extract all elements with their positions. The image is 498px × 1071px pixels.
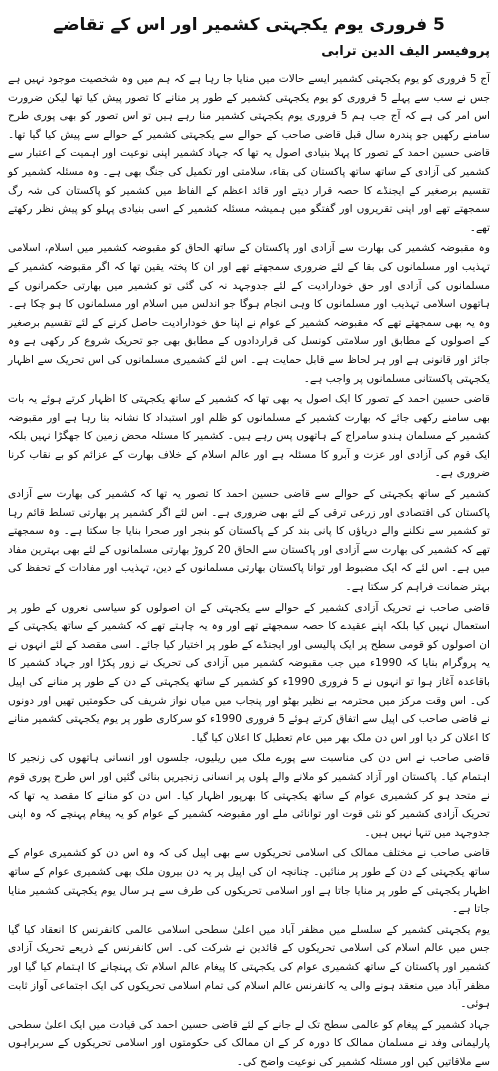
paragraph: کشمیر کے ساتھ یکجہتی کے حوالے سے قاضی حسین احمد کا تصور یہ تھا کہ کشمیر کی بھارت سے آزادی پاکستان کی اقتصادی اور زرعی ترقی کے لئے بھی ضروری ہے۔ اس لئے اگر کشمیر پر بھارتی تسلط قائم رہا تو کشمیر سے نکلنے والے دریاؤں کا پانی بند کر کے پاکستان کو بنجر اور صحرا بنایا جا سکتا ہے۔ وہ سمجھتے تھے کہ کشمیر کی بھارت سے آزادی اور پاکستان سے الحاق 20 کروڑ بھارتی مسلمانوں کے لئے بھی بہترین مفاد میں ہے۔ اس لئے کہ ایک مضبوط اور توانا پاکستان بھارتی مسلمانوں کے دین، تہذیب اور مفادات کے تحفظ کی بہتر ضمانت فراہم کر سکتا ہے۔	[8, 488, 491, 594]
paragraph: قاضی حسین احمد کے تصور کا ایک اصول یہ بھی تھا کہ کشمیر کے ساتھ یکجہتی کا اظہار کرتے ہوئے یہ بات بھی سامنے رکھی جائے کہ بھارت کشمیر کے مسلمانوں کو ظلم اور استبداد کا نشانہ بنا رہا ہے اور مقبوضہ کشمیر کے مسلمان ہندو سامراج کے ہاتھوں پس رہے ہیں۔ کشمیر کا مسئلہ محض زمین کا جھگڑا نہیں بلکہ ایک قوم کی آزادی اور عزت و آبرو کا مسئلہ ہے اور عالم اسلام کے خلاف بھارت کے عزائم کو بے نقاب کرنا ضروری ہے۔	[8, 393, 490, 480]
article-title: 5 فروری یوم یکجہتی کشمیر اور اس کے تقاضے	[53, 15, 445, 35]
paragraph: یوم یکجہتی کشمیر کے سلسلے میں مظفر آباد میں اعلیٰ سطحی اسلامی عالمی کانفرنس کا انعقاد کیا گیا جس میں عالم اسلام کی اسلامی تحریکوں کے قائدین نے شرکت کی۔ اس کانفرنس کے ذریعے تحریک آزادی کشمیر اور پاکستان کے ساتھ کشمیری عوام کی یکجہتی کا پیغام عالم اسلام تک پہنچانے کا اہتمام کیا گیا اور مظفر آباد میں منعقد ہونے والی یہ کانفرنس عالم اسلام کی تمام اسلامی تحریکوں کی ایک اجتماعی آواز ثابت ہوئی۔	[8, 923, 490, 1011]
paragraph: قاضی صاحب نے تحریک آزادی کشمیر کے حوالے سے یکجہتی کے ان اصولوں کو سیاسی نعروں کے طور پر استعمال نہیں کیا بلکہ اپنے عقیدے کا حصہ سمجھتے تھے اور وہ یہ چاہتے تھے کہ کشمیر کے ساتھ یکجہتی کے ان اصولوں کو قومی سطح پر ایک پالیسی اور ایجنڈے کے طور پر اختیار کیا جائے۔ اسی مقصد کے لئے انہوں نے یہ پروگرام بنایا کہ 1990ء میں جب مقبوضہ کشمیر میں آزادی کی تحریک نے زور پکڑا اور جہاد کشمیر کا باقاعدہ آغاز ہوا تو انہوں نے 5 فروری 1990ء کو کشمیر کے ساتھ یکجہتی کے دن کے طور پر منانے کی اپیل کی۔ اس وقت مرکز میں محترمہ بے نظیر بھٹو اور پنجاب میں میاں نواز شریف کی حکومتیں تھیں اور دونوں نے قاضی صاحب کی اپیل سے اتفاق کرتے ہوئے 5 فروری 1990ء کو سرکاری طور پر یوم یکجہتی کشمیر منانے کا اعلان کر دیا اور اس دن ملک بھر میں عام تعطیل کا اعلان کیا گیا۔	[8, 601, 491, 744]
paragraph: قاضی صاحب نے مختلف ممالک کی اسلامی تحریکوں سے بھی اپیل کی کہ وہ اس دن کو کشمیری عوام کے ساتھ یکجہتی کے دن کے طور پر منائیں۔ چنانچہ ان کی اپیل پر یہ دن بیرون ملک بھی کشمیری عوام کے ساتھ اظہار یکجہتی کے طور پر منایا جاتا ہے اور اسلامی تحریکوں کی طرف سے ہر سال یوم یکجہتی کشمیر منایا جاتا ہے۔	[8, 847, 490, 916]
paragraph: قاضی صاحب نے اس دن کی مناسبت سے پورے ملک میں ریلیوں، جلسوں اور انسانی ہاتھوں کی زنجیر کا اہتمام کیا۔ پاکستان اور آزاد کشمیر کو ملانے والے پلوں پر انسانی زنجیریں بنائی گئیں اور اس طرح پوری قوم نے متحد ہو کر کشمیری عوام کے ساتھ یکجہتی کا بھرپور اظہار کیا۔ اس دن کو منانے کا مقصد یہ تھا کہ تحریک آزادی کشمیر کو نئی قوت اور توانائی ملے اور مقبوضہ کشمیر کے عوام کو یہ پیغام پہنچے کہ وہ اپنی جدوجہد میں تنہا نہیں ہیں۔	[8, 752, 490, 839]
paragraph: آج 5 فروری کو یوم یکجہتی کشمیر ایسے حالات میں منایا جا رہا ہے کہ ہم میں وہ شخصیت موجود نہیں ہے جس نے سب سے پہلے 5 فروری کو یوم یکجہتی کشمیر کے طور پر منانے کا تصور پیش کیا تھا لیکن ضرورت اس امر کی ہے کہ آج جب ہم 5 فروری یوم یکجہتی کشمیر منا رہے ہیں تو اس تصور کو بھی پوری طرح سامنے رکھیں جو پندرہ سال قبل قاضی صاحب کے حوالے سے یکجہتی کشمیر کے حوالے سے پیش کیا گیا تھا۔ قاضی حسین احمد کے تصور کا پہلا بنیادی اصول یہ تھا کہ جہاد کشمیر اپنی نوعیت اور اہمیت کے اعتبار سے کشمیر کی آزادی کے ساتھ ساتھ پاکستان کی بقاء، سلامتی اور تکمیل کی جنگ بھی ہے۔ وہ مسئلہ کشمیر کو تقسیم برصغیر کے ایجنڈے کا حصہ قرار دیتے اور قائد اعظم کے الفاظ میں کشمیر کو پاکستان کی شہ رگ سمجھتے تھے اور اپنی تقریروں اور گفتگو میں ہمیشہ مسئلہ کشمیر کے اسی بنیادی پہلو کو پیش نظر رکھتے تھے۔	[8, 73, 491, 234]
article-author: پروفیسر الیف الدین ترابی	[321, 44, 490, 59]
article-body	[8, 70, 490, 1071]
paragraph: وہ مقبوضہ کشمیر کی بھارت سے آزادی اور پاکستان کے ساتھ الحاق کو مقبوضہ کشمیر میں اسلام، اسلامی تہذیب اور مسلمانوں کی بقا کے لئے ضروری سمجھتے تھے اور ان کا پختہ یقین تھا کہ اگر مقبوضہ کشمیر کے مسلمانوں کی آزادی اور حق خودارادیت کے لئے جدوجہد نہ کی گئی تو کشمیر میں بھارتی حکمرانوں کے ہاتھوں اسلامی تہذیب اور مسلمانوں کا وہی انجام ہوگا جو اندلس میں اسلام اور مسلمانوں کا ہو چکا ہے۔ وہ یہ بھی سمجھتے تھے کہ مقبوضہ کشمیر کے عوام نے اپنا حق خودارادیت حاصل کرنے کے لئے تقسیم برصغیر کے اصولوں کے مطابق اور سلامتی کونسل کی قراردادوں کے مطابق بھی جو تحریک شروع کر رکھی ہے وہ جائز اور قانونی ہے اور ہر لحاظ سے قابل حمایت ہے۔ اس لئے کشمیری مسلمانوں کی اس تحریک سے اظہار یکجہتی پاکستانی مسلمانوں پر واجب ہے۔	[8, 242, 490, 385]
paragraph: جہاد کشمیر کے پیغام کو عالمی سطح تک لے جانے کے لئے قاضی حسین احمد کی قیادت میں ایک اعلیٰ سطحی پارلیمانی وفد نے مسلمان ممالک کا دورہ کر کے ان ممالک کی حکومتوں اور اسلامی تحریکوں کے سربراہوں سے ملاقاتیں کیں اور مسئلہ کشمیر کی نوعیت واضح کی۔	[8, 1018, 490, 1068]
